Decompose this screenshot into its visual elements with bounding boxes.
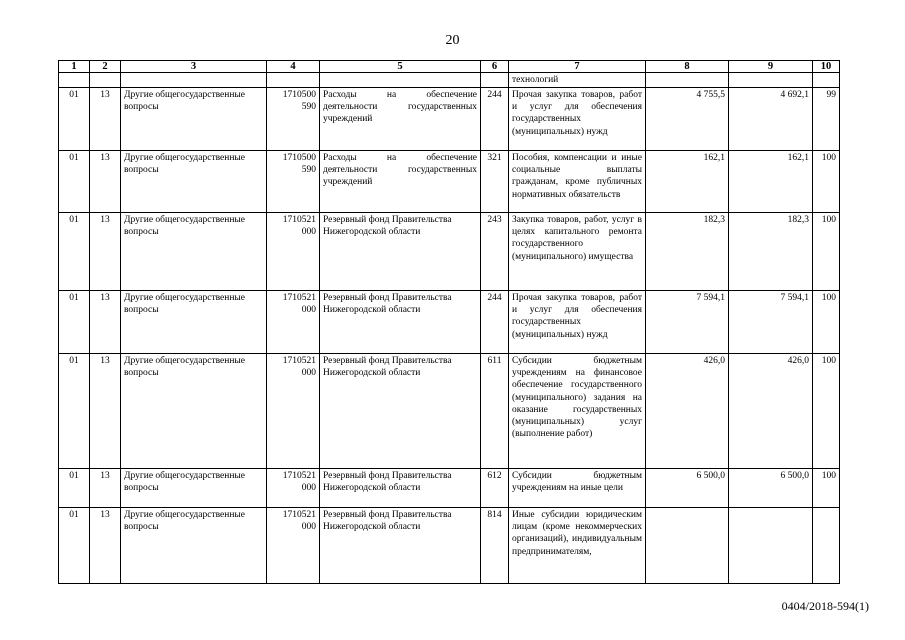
header-cell: 5 <box>320 61 481 73</box>
cell-target-article: 1710500 590 <box>267 88 320 151</box>
cell-target-article <box>267 73 320 88</box>
cell-plan: 7 594,1 <box>646 291 729 354</box>
cell-section: 01 <box>59 469 90 508</box>
cell-section: 01 <box>59 354 90 469</box>
table-row <box>59 469 840 508</box>
header-row <box>59 61 840 73</box>
cell-expense-type: 611 <box>481 354 509 469</box>
header-cell: 4 <box>267 61 320 73</box>
cell-plan: 182,3 <box>646 213 729 291</box>
cell-expense-name: Прочая закупка товаров, работ и услуг для обеспечения государственных (муниципальных) нужд <box>509 88 646 151</box>
cell-actual: 7 594,1 <box>729 291 813 354</box>
header-cell: 10 <box>813 61 840 73</box>
cell-section: 01 <box>59 508 90 584</box>
cell-article-name <box>320 73 481 88</box>
cell-target-article: 1710521 000 <box>267 291 320 354</box>
page-number: 20 <box>445 33 460 48</box>
cell-actual: 426,0 <box>729 354 813 469</box>
cell-actual: 6 500,0 <box>729 469 813 508</box>
cell-expense-type: 244 <box>481 291 509 354</box>
cell-target-article: 1710521 000 <box>267 508 320 584</box>
cell-section: 01 <box>59 88 90 151</box>
cell-percent <box>813 508 840 584</box>
cell-expense-type: 244 <box>481 88 509 151</box>
cell-article-name: Расходы на обеспечение деятельности государственных учреждений <box>320 88 481 151</box>
cell-article-name: Расходы на обеспечение деятельности государственных учреждений <box>320 151 481 213</box>
cell-section-name: Другие общегосударственные вопросы <box>121 508 267 584</box>
table-row <box>59 151 840 213</box>
cell-percent: 100 <box>813 291 840 354</box>
header-cell: 3 <box>121 61 267 73</box>
cell-plan: 162,1 <box>646 151 729 213</box>
cell-percent <box>813 73 840 88</box>
cell-section-name <box>121 73 267 88</box>
cell-expense-name: Пособия, компенсации и иные социальные выплаты гражданам, кроме публичных нормативных обязательств <box>509 151 646 213</box>
table-row <box>59 213 840 291</box>
cell-expense-name: Субсидии бюджетным учреждениям на иные цели <box>509 469 646 508</box>
cell-plan <box>646 73 729 88</box>
cell-expense-name: технологий <box>509 73 646 88</box>
cell-expense-type <box>481 73 509 88</box>
cell-expense-name: Закупка товаров, работ, услуг в целях капитального ремонта государственного (муниципального) имущества <box>509 213 646 291</box>
cell-section-name: Другие общегосударственные вопросы <box>121 213 267 291</box>
cell-expense-name: Иные субсидии юридическим лицам (кроме некоммерческих организаций), индивидуальным предпринимателям, <box>509 508 646 584</box>
cell-subsection: 13 <box>90 151 121 213</box>
cell-section: 01 <box>59 291 90 354</box>
budget-table <box>58 60 840 584</box>
cell-section-name: Другие общегосударственные вопросы <box>121 469 267 508</box>
header-cell: 2 <box>90 61 121 73</box>
cell-section-name: Другие общегосударственные вопросы <box>121 88 267 151</box>
table-row <box>59 88 840 151</box>
cell-subsection: 13 <box>90 354 121 469</box>
cell-expense-type: 612 <box>481 469 509 508</box>
cell-expense-name: Прочая закупка товаров, работ и услуг для обеспечения государственных (муниципальных) нужд <box>509 291 646 354</box>
header-cell: 8 <box>646 61 729 73</box>
cell-article-name: Резервный фонд Правительства Нижегородской области <box>320 469 481 508</box>
cell-article-name: Резервный фонд Правительства Нижегородской области <box>320 213 481 291</box>
table-row <box>59 354 840 469</box>
cell-actual <box>729 73 813 88</box>
cell-expense-name: Субсидии бюджетным учреждениям на финансовое обеспечение государственного (муниципального) задания на оказание государственных (муниципальных) услуг (выполнение работ) <box>509 354 646 469</box>
header-cell: 9 <box>729 61 813 73</box>
cell-section-name: Другие общегосударственные вопросы <box>121 354 267 469</box>
cell-actual <box>729 508 813 584</box>
cell-percent: 100 <box>813 469 840 508</box>
cell-article-name: Резервный фонд Правительства Нижегородской области <box>320 354 481 469</box>
cell-subsection: 13 <box>90 88 121 151</box>
cell-plan <box>646 508 729 584</box>
cell-actual: 162,1 <box>729 151 813 213</box>
cell-subsection: 13 <box>90 469 121 508</box>
cell-expense-type: 814 <box>481 508 509 584</box>
table-row <box>59 508 840 584</box>
cell-plan: 426,0 <box>646 354 729 469</box>
cell-target-article: 1710500 590 <box>267 151 320 213</box>
cell-subsection <box>90 73 121 88</box>
cell-plan: 4 755,5 <box>646 88 729 151</box>
cell-section: 01 <box>59 151 90 213</box>
cell-section <box>59 73 90 88</box>
cell-target-article: 1710521 000 <box>267 354 320 469</box>
table-row <box>59 291 840 354</box>
cell-percent: 100 <box>813 213 840 291</box>
cell-subsection: 13 <box>90 213 121 291</box>
header-cell: 6 <box>481 61 509 73</box>
table-row <box>59 73 840 88</box>
cell-subsection: 13 <box>90 508 121 584</box>
cell-section-name: Другие общегосударственные вопросы <box>121 151 267 213</box>
cell-section: 01 <box>59 213 90 291</box>
cell-actual: 4 692,1 <box>729 88 813 151</box>
budget-table-container <box>58 60 839 584</box>
cell-actual: 182,3 <box>729 213 813 291</box>
cell-article-name: Резервный фонд Правительства Нижегородской области <box>320 291 481 354</box>
header-cell: 1 <box>59 61 90 73</box>
cell-plan: 6 500,0 <box>646 469 729 508</box>
cell-target-article: 1710521 000 <box>267 469 320 508</box>
cell-percent: 99 <box>813 88 840 151</box>
cell-expense-type: 243 <box>481 213 509 291</box>
cell-expense-type: 321 <box>481 151 509 213</box>
header-cell: 7 <box>509 61 646 73</box>
cell-section-name: Другие общегосударственные вопросы <box>121 291 267 354</box>
cell-target-article: 1710521 000 <box>267 213 320 291</box>
cell-percent: 100 <box>813 151 840 213</box>
cell-subsection: 13 <box>90 291 121 354</box>
cell-article-name: Резервный фонд Правительства Нижегородской области <box>320 508 481 584</box>
document-code: 0404/2018-594(1) <box>781 599 869 613</box>
cell-percent: 100 <box>813 354 840 469</box>
